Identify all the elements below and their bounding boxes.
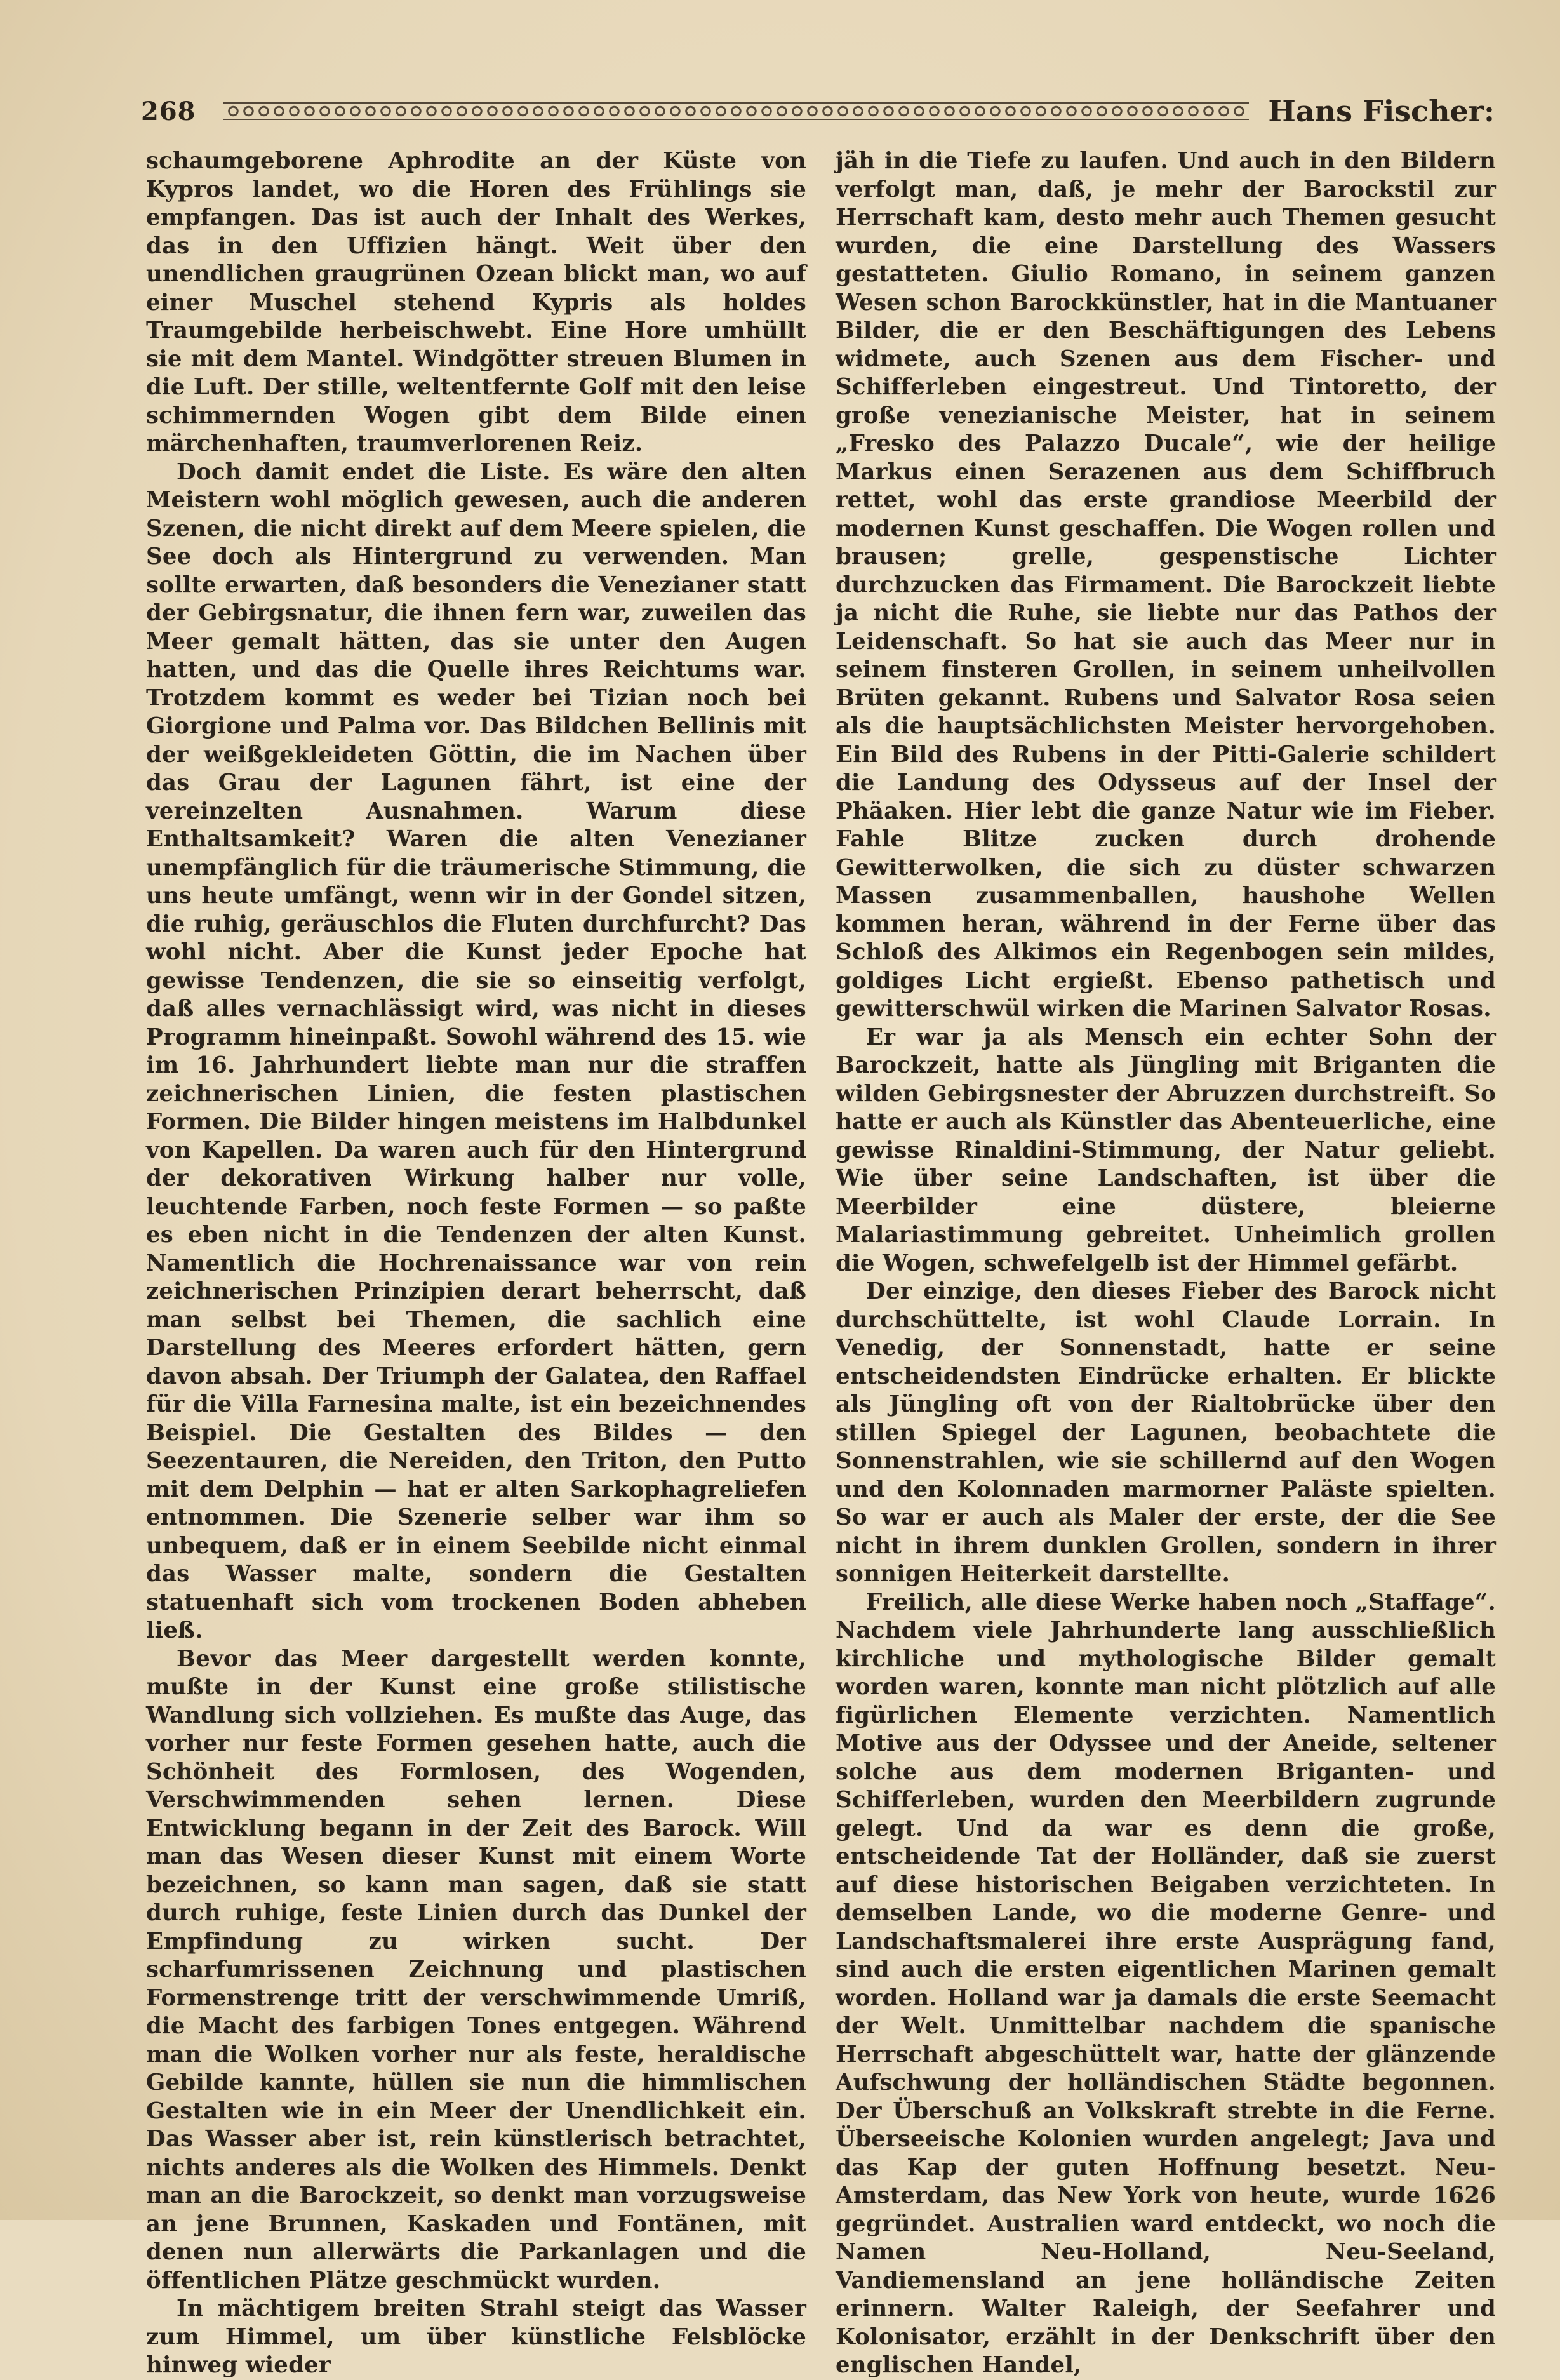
running-title: Hans Fischer: — [1268, 94, 1495, 128]
paragraph: Bevor das Meer dargestellt werden konnte, mußte in der Kunst eine große stilistische Wandlung sich vollziehen. Es mußte das Auge, das vorher nur feste Formen gesehen hatte, auch die Schönheit des Formlosen, des Wogenden, Verschwimmenden sehen lernen. Diese Entwicklung begann in der Zeit des Barock. Will man das Wesen dieser Kunst mit einem Worte bezeichnen, so kann man sagen, daß sie statt durch ruhige, feste Linien durch das Dunkel der Empfindung zu wirken sucht. Der scharfumrissenen Zeichnung und plastischen Formenstrenge tritt der verschwimmende Umriß, die Macht des farbigen Tones entgegen. Während man die Wolken vorher nur als feste, heraldische Gebilde kannte, hüllen sie nun die himmlischen Gestalten wie in ein Meer der Unendlichkeit ein. Das Wasser aber ist, rein künstlerisch betrachtet, nichts anderes als die Wolken des Himmels. Denkt man an die Barockzeit, so denkt man vorzugsweise an jene Brunnen, Kaskaden und Fontänen, mit denen nun allerwärts die Parkanlagen und die öffentlichen Plätze geschmückt wurden. — [146, 1645, 806, 2294]
paragraph: Doch damit endet die Liste. Es wäre den alten Meistern wohl möglich gewesen, auch die anderen Szenen, die nicht direkt auf dem Meere spielen, die See doch als Hintergrund zu verwenden. Man sollte erwarten, daß besonders die Venezianer statt der Gebirgsnatur, die ihnen fern war, zuweilen das Meer gemalt hätten, das sie unter den Augen hatten, und das die Quelle ihres Reichtums war. Trotzdem kommt es weder bei Tizian noch bei Giorgione und Palma vor. Das Bildchen Bellinis mit der weißgekleideten Göttin, die im Nachen über das Grau der Lagunen fährt, ist eine der vereinzelten Ausnahmen. Warum diese Enthaltsamkeit? Waren die alten Venezianer unempfänglich für die träumerische Stimmung, die uns heute umfängt, wenn wir in der Gondel sitzen, die ruhig, geräuschlos die Fluten durchfurcht? Das wohl nicht. Aber die Kunst jeder Epoche hat gewisse Tendenzen, die sie so einseitig verfolgt, daß alles vernachlässigt wird, was nicht in dieses Programm hineinpaßt. Sowohl während des 15. wie im 16. Jahrhundert liebte man nur die straffen zeichnerischen Linien, die festen plastischen Formen. Die Bilder hingen meistens im Halbdunkel von Kapellen. Da waren auch für den Hintergrund der dekorativen Wirkung halber nur volle, leuchtende Farben, noch feste Formen — so paßte es eben nicht in die Tendenzen der alten Kunst. Namentlich die Hochrenaissance war von rein zeichnerischen Prinzipien derart beherrscht, daß man selbst bei Themen, die sachlich eine Darstellung des Meeres erfordert hätten, gern davon absah. Der Triumph der Galatea, den Raffael für die Villa Farnesina malte, ist ein bezeichnendes Beispiel. Die Gestalten des Bildes — den Seezentauren, die Nereiden, den Triton, den Putto mit dem Delphin — hat er alten Sarkophagreliefen entnommen. Die Szenerie selber war ihm so unbequem, daß er in einem Seebilde nicht einmal das Wasser malte, sondern die Gestalten statuenhaft sich vom trockenen Boden abheben ließ. — [146, 458, 806, 1643]
paragraph: schaumgeborene Aphrodite an der Küste von Kypros landet, wo die Horen des Frühlings sie empfangen. Das ist auch der Inhalt des Werkes, das in den Uffizien hängt. Weit über den unendlichen graugrünen Ozean blickt man, wo auf einer Muschel stehend Kypris als holdes Traumgebilde herbeischwebt. Eine Hore umhüllt sie mit dem Mantel. Windgötter streuen Blumen in die Luft. Der stille, weltentfernte Golf mit den leise schimmernden Wogen gibt dem Bilde einen märchenhaften, traumverlorenen Reiz. — [146, 148, 806, 457]
header-ornament-rule — [223, 102, 1250, 120]
paragraph: Er war ja als Mensch ein echter Sohn der Barockzeit, hatte als Jüngling mit Briganten die wilden Gebirgsnester der Abruzzen durchstreift. So hatte er auch als Künstler das Abenteuerliche, eine gewisse Rinaldini-Stimmung, der Natur geliebt. Wie über seine Landschaften, ist über die Meerbilder eine düstere, bleierne Malariastimmung gebreitet. Unheimlich grollen die Wogen, schwefelgelb ist der Himmel gefärbt. — [836, 1024, 1496, 1276]
paragraph: jäh in die Tiefe zu laufen. Und auch in den Bildern verfolgt man, daß, je mehr der Barockstil zur Herrschaft kam, desto mehr auch Themen gesucht wurden, die eine Darstellung des Wassers gestatteten. Giulio Romano, in seinem ganzen Wesen schon Barockkünstler, hat in die Mantuaner Bilder, die er den Beschäftigungen des Lebens widmete, auch Szenen aus dem Fischer- und Schifferleben eingestreut. Und Tintoretto, der große venezianische Meister, hat in seinem „Fresko des Palazzo Ducale“, wie der heilige Markus einen Serazenen aus dem Schiffbruch rettet, wohl das erste grandiose Meerbild der modernen Kunst geschaffen. Die Wogen rollen und brausen; grelle, gespenstische Lichter durchzucken das Firmament. Die Barockzeit liebte ja nicht die Ruhe, sie liebte nur das Pathos der Leidenschaft. So hat sie auch das Meer nur in seinem finsteren Grollen, in seinem unheilvollen Brüten gekannt. Rubens und Salvator Rosa seien als die hauptsächlichsten Meister hervorgehoben. Ein Bild des Rubens in der Pitti-Galerie schildert die Landung des Odysseus auf der Insel der Phäaken. Hier lebt die ganze Natur wie im Fieber. Fahle Blitze zucken durch drohende Gewitterwolken, die sich zu düster schwarzen Massen zusammenballen, haushohe Wellen kommen heran, während in der Ferne über das Schloß des Alkimos ein Regenbogen sein mildes, goldiges Licht ergießt. Ebenso pathetisch und gewitterschwül wirken die Marinen Salvator Rosas. — [836, 148, 1496, 1022]
page-number: 268 — [141, 96, 196, 126]
paragraph: Der einzige, den dieses Fieber des Barock nicht durchschüttelte, ist wohl Claude Lorrain. In Venedig, der Sonnenstadt, hatte er seine entscheidendsten Eindrücke erhalten. Er blickte als Jüngling oft von der Rialtobrücke über den stillen Spiegel der Lagunen, beobachtete die Sonnenstrahlen, wie sie schillernd auf den Wogen und den Kolonnaden marmorner Paläste spielten. So war er auch als Maler der erste, der die See nicht in ihrem dunklen Grollen, sondern in ihrer sonnigen Heiterkeit darstellte. — [836, 1278, 1496, 1587]
paragraph: Freilich, alle diese Werke haben noch „Staffage“. Nachdem viele Jahrhunderte lang ausschließlich kirchliche und mythologische Bilder gemalt worden waren, konnte man nicht plötzlich auf alle figürlichen Elemente verzichten. Namentlich Motive aus der Odyssee und der Aneide, seltener solche aus dem modernen Briganten- und Schifferleben, wurden den Meerbildern zugrunde gelegt. Und da war es denn die große, entscheidende Tat der Holländer, daß sie zuerst auf diese historischen Beigaben verzichteten. In demselben Lande, wo die moderne Genre- und Landschaftsmalerei ihre erste Ausprägung fand, sind auch die ersten eigentlichen Marinen gemalt worden. Holland war ja damals die erste Seemacht der Welt. Unmittelbar nachdem die spanische Herrschaft abgeschüttelt war, hatte der glänzende Aufschwung der holländischen Städte begonnen. Der Überschuß an Volkskraft strebte in die Ferne. Überseeische Kolonien wurden angelegt; Java und das Kap der guten Hoffnung besetzt. Neu-Amsterdam, das New York von heute, wurde 1626 gegründet. Australien ward entdeckt, wo noch die Namen Neu-Holland, Neu-Seeland, Vandiemensland an jene holländische Zeiten erinnern. Walter Raleigh, der Seefahrer und Kolonisator, erzählt in der Denkschrift über den englischen Handel, — [836, 1589, 1496, 2378]
text-column-left — [146, 147, 806, 2378]
page-header — [141, 89, 1495, 133]
text-column-right — [836, 147, 1496, 2378]
paragraph: In mächtigem breiten Strahl steigt das Wasser zum Himmel, um über künstliche Felsblöcke hinweg wieder — [146, 2296, 806, 2378]
